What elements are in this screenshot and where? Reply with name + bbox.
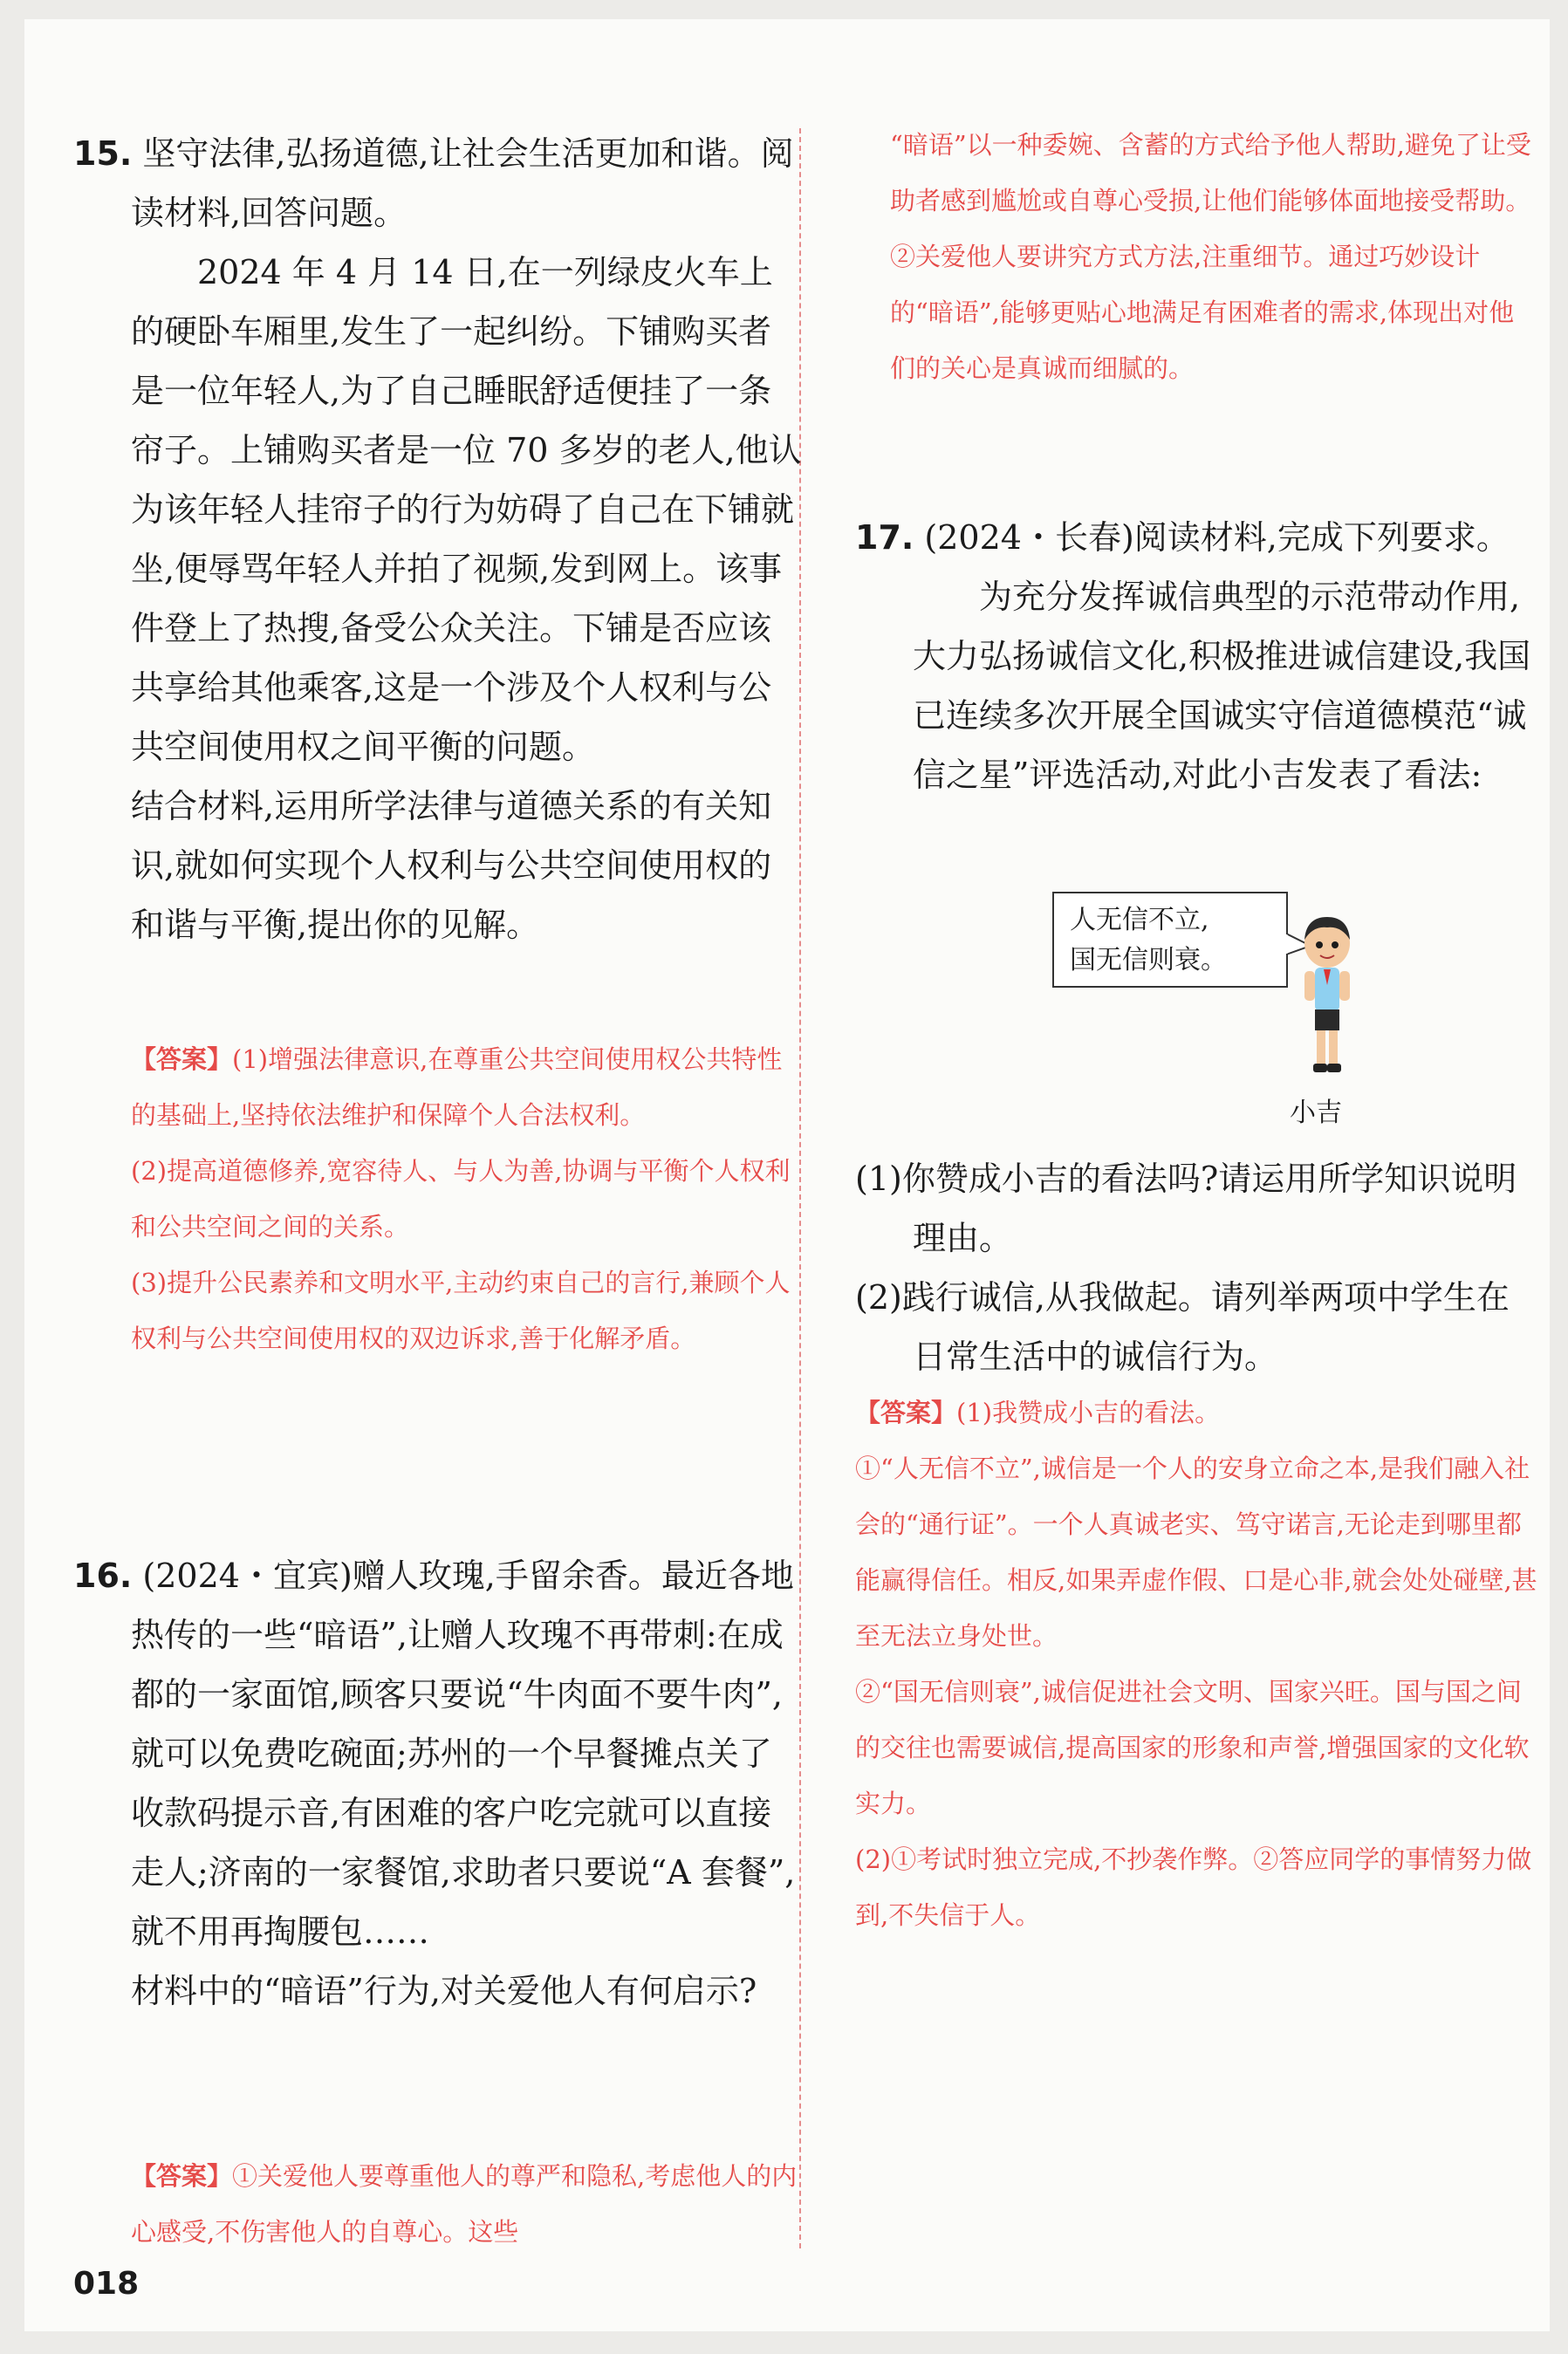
question-15-number: 15: [73, 134, 120, 173]
question-15-answer: 【答案】(1)增强法律意识,在尊重公共空间使用权公共特性的基础上,坚持依法维护和保障个人合法权利。 (2)提高道德修养,宽容待人、与人为善,协调与平衡个人权利和公共空间之间的关系。 (3)提升公民素养和文明水平,主动约束自己的言行,兼顾个人权利与公共空间使用权的双边诉求,善于化解矛盾。: [131, 1044, 791, 1353]
speech-bubble: 人无信不立, 国无信则衰。: [1052, 892, 1288, 988]
question-15: [73, 124, 803, 955]
question-15-material: 2024 年 4 月 14 日,在一列绿皮火车上的硬卧车厢里,发生了一起纠纷。下铺购买者是一位年轻人,为了自己睡眠舒适便挂了一条帘子。上铺购买者是一位 70 多岁的老人,他认为该年轻人挂帘子的行为妨碍了自己在下铺就坐,便辱骂年轻人并拍了视频,发到网上。该事件登上了热搜,备受公众关注。下铺是否应该共享给其他乘客,这是一个涉及个人权利与公共空间使用权之间平衡的问题。: [131, 253, 802, 766]
question-15-stem: 15. 坚守法律,弘扬道德,让社会生活更加和谐。阅读材料,回答问题。: [73, 134, 794, 232]
question-17: [855, 508, 1537, 804]
question-16-stem: 16. (2024・宜宾)赠人玫瑰,手留余香。最近各地热传的一些“暗语”,让赠人玫瑰不再带刺:在成都的一家面馆,顾客只要说“牛肉面不要牛肉”,就可以免费吃碗面;苏州的一个早餐摊点关了收款码提示音,有困难的客户吃完就可以直接走人;济南的一家餐馆,求助者只要说“A 套餐”,就不用再掏腰包……: [73, 1557, 796, 1951]
question-17-stem: 17. (2024・长春)阅读材料,完成下列要求。: [855, 518, 1510, 557]
question-17-material: 为充分发挥诚信典型的示范带动作用,大力弘扬诚信文化,积极推进诚信建设,我国已连续多次开展全国诚实守信道德模范“诚信之星”评选活动,对此小吉发表了看法:: [913, 578, 1531, 794]
question-16: [73, 1546, 803, 2021]
character-illustration: [1052, 892, 1506, 1153]
page-number: 018: [73, 2266, 140, 2302]
question-17-number: 17: [855, 518, 901, 557]
boy-cartoon-icon: [1292, 914, 1362, 1088]
question-16-prompt: 材料中的“暗语”行为,对关爱他人有何启示?: [131, 1972, 757, 2010]
question-17-sub2: (2)践行诚信,从我做起。请列举两项中学生在日常生活中的诚信行为。: [855, 1278, 1510, 1376]
workbook-page: [24, 19, 1550, 2331]
question-16-answer-part1: 【答案】①关爱他人要尊重他人的尊严和隐私,考虑他人的内心感受,不伤害他人的自尊心。这些: [131, 2161, 798, 2247]
question-15-prompt: 结合材料,运用所学法律与道德关系的有关知识,就如何实现个人权利与公共空间使用权的和谐与平衡,提出你的见解。: [131, 787, 772, 944]
question-16-number: 16: [73, 1557, 120, 1595]
question-16-answer-part2: “暗语”以一种委婉、含蓄的方式给予他人帮助,避免了让受助者感到尴尬或自尊心受损,让他们能够体面地接受帮助。 ②关爱他人要讲究方式方法,注重细节。通过巧妙设计的“暗语”,能够更贴心地满足有困难者的需求,体现出对他们的关心是真诚而细腻的。: [890, 130, 1531, 383]
answer-tag: 【答案】: [131, 1044, 233, 1074]
character-name: 小吉: [1290, 1098, 1342, 1128]
question-17-subquestions: [855, 1149, 1537, 1386]
question-17-answer: 【答案】(1)我赞成小吉的看法。 ①“人无信不立”,诚信是一个人的安身立命之本,是我们融入社会的“通行证”。一个人真诚老实、笃守诺言,无论走到哪里都能赢得信任。相反,如果弄虚作假、口是心非,就会处处碰壁,甚至无法立身处世。 ②“国无信则衰”,诚信促进社会文明、国家兴旺。国与国之间的交往也需要诚信,提高国家的形象和声誉,增强国家的文化软实力。 (2)①考试时独立完成,不抄袭作弊。②答应同学的事情努力做到,不失信于人。: [855, 1398, 1537, 1930]
question-17-sub1: (1)你赞成小吉的看法吗?请运用所学知识说明理由。: [855, 1160, 1517, 1257]
